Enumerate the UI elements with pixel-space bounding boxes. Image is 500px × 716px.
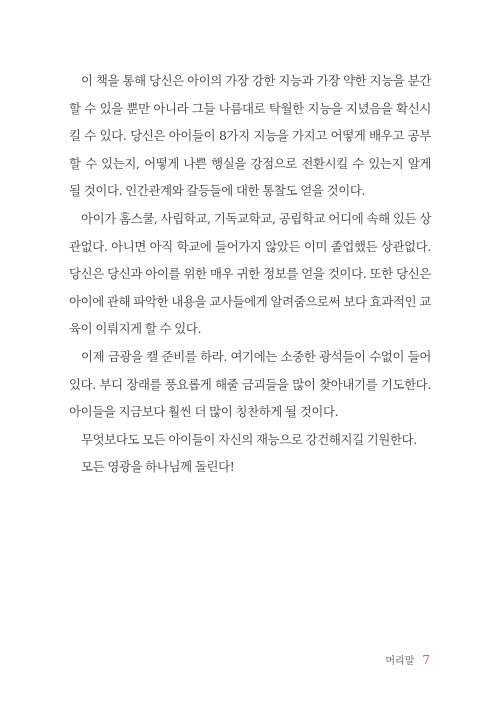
paragraph-3: 이제 금광을 캘 준비를 하라. 여기에는 소중한 광석들이 수없이 들어 있다. 부디 장래를 풍요롭게 해줄 금괴들을 많이 찾아내기를 기도한다. 아이들을 지금보다 훨씬 더 많이 칭찬하게 될 것이다.: [69, 348, 431, 420]
paragraph-1: 이 책을 통해 당신은 아이의 가장 강한 지능과 가장 약한 지능을 분간할 수 있을 뿐만 아니라 그들 나름대로 탁월한 지능을 지녔음을 확신시킬 수 있다. 당신은 아이들이 8가지 지능을 가지고 어떻게 배우고 공부할 수 있는지, 어떻게 나쁜 행실을 강점으로 전환시킬 수 있는지 알게 될 것이다. 인간관계와 갈등들에 대한 통찰도 얻을 것이다.: [69, 73, 431, 199]
paragraph-4: 무엇보다도 모든 아이들이 자신의 재능으로 강건해지길 기원한다.: [81, 431, 417, 447]
paragraph-2: 아이가 홈스쿨, 사립학교, 기독교학교, 공립학교 어디에 속해 있든 상관없다. 아니면 아직 학교에 들어가지 않았든 이미 졸업했든 상관없다. 당신은 당신과 아이를 위한 매우 귀한 정보를 얻을 것이다. 또한 당신은 아이에 관해 파악한 내용을 교사들에게 알려줌으로써 보다 효과적인 교육이 이뤄지게 할 수 있다.: [69, 210, 431, 337]
page-number: 7: [422, 653, 430, 667]
paragraph-5: 모든 영광을 하나님께 돌린다!: [81, 459, 235, 475]
body-text: [69, 67, 431, 481]
section-title: 머리말: [385, 656, 415, 667]
page-footer: [385, 652, 430, 667]
